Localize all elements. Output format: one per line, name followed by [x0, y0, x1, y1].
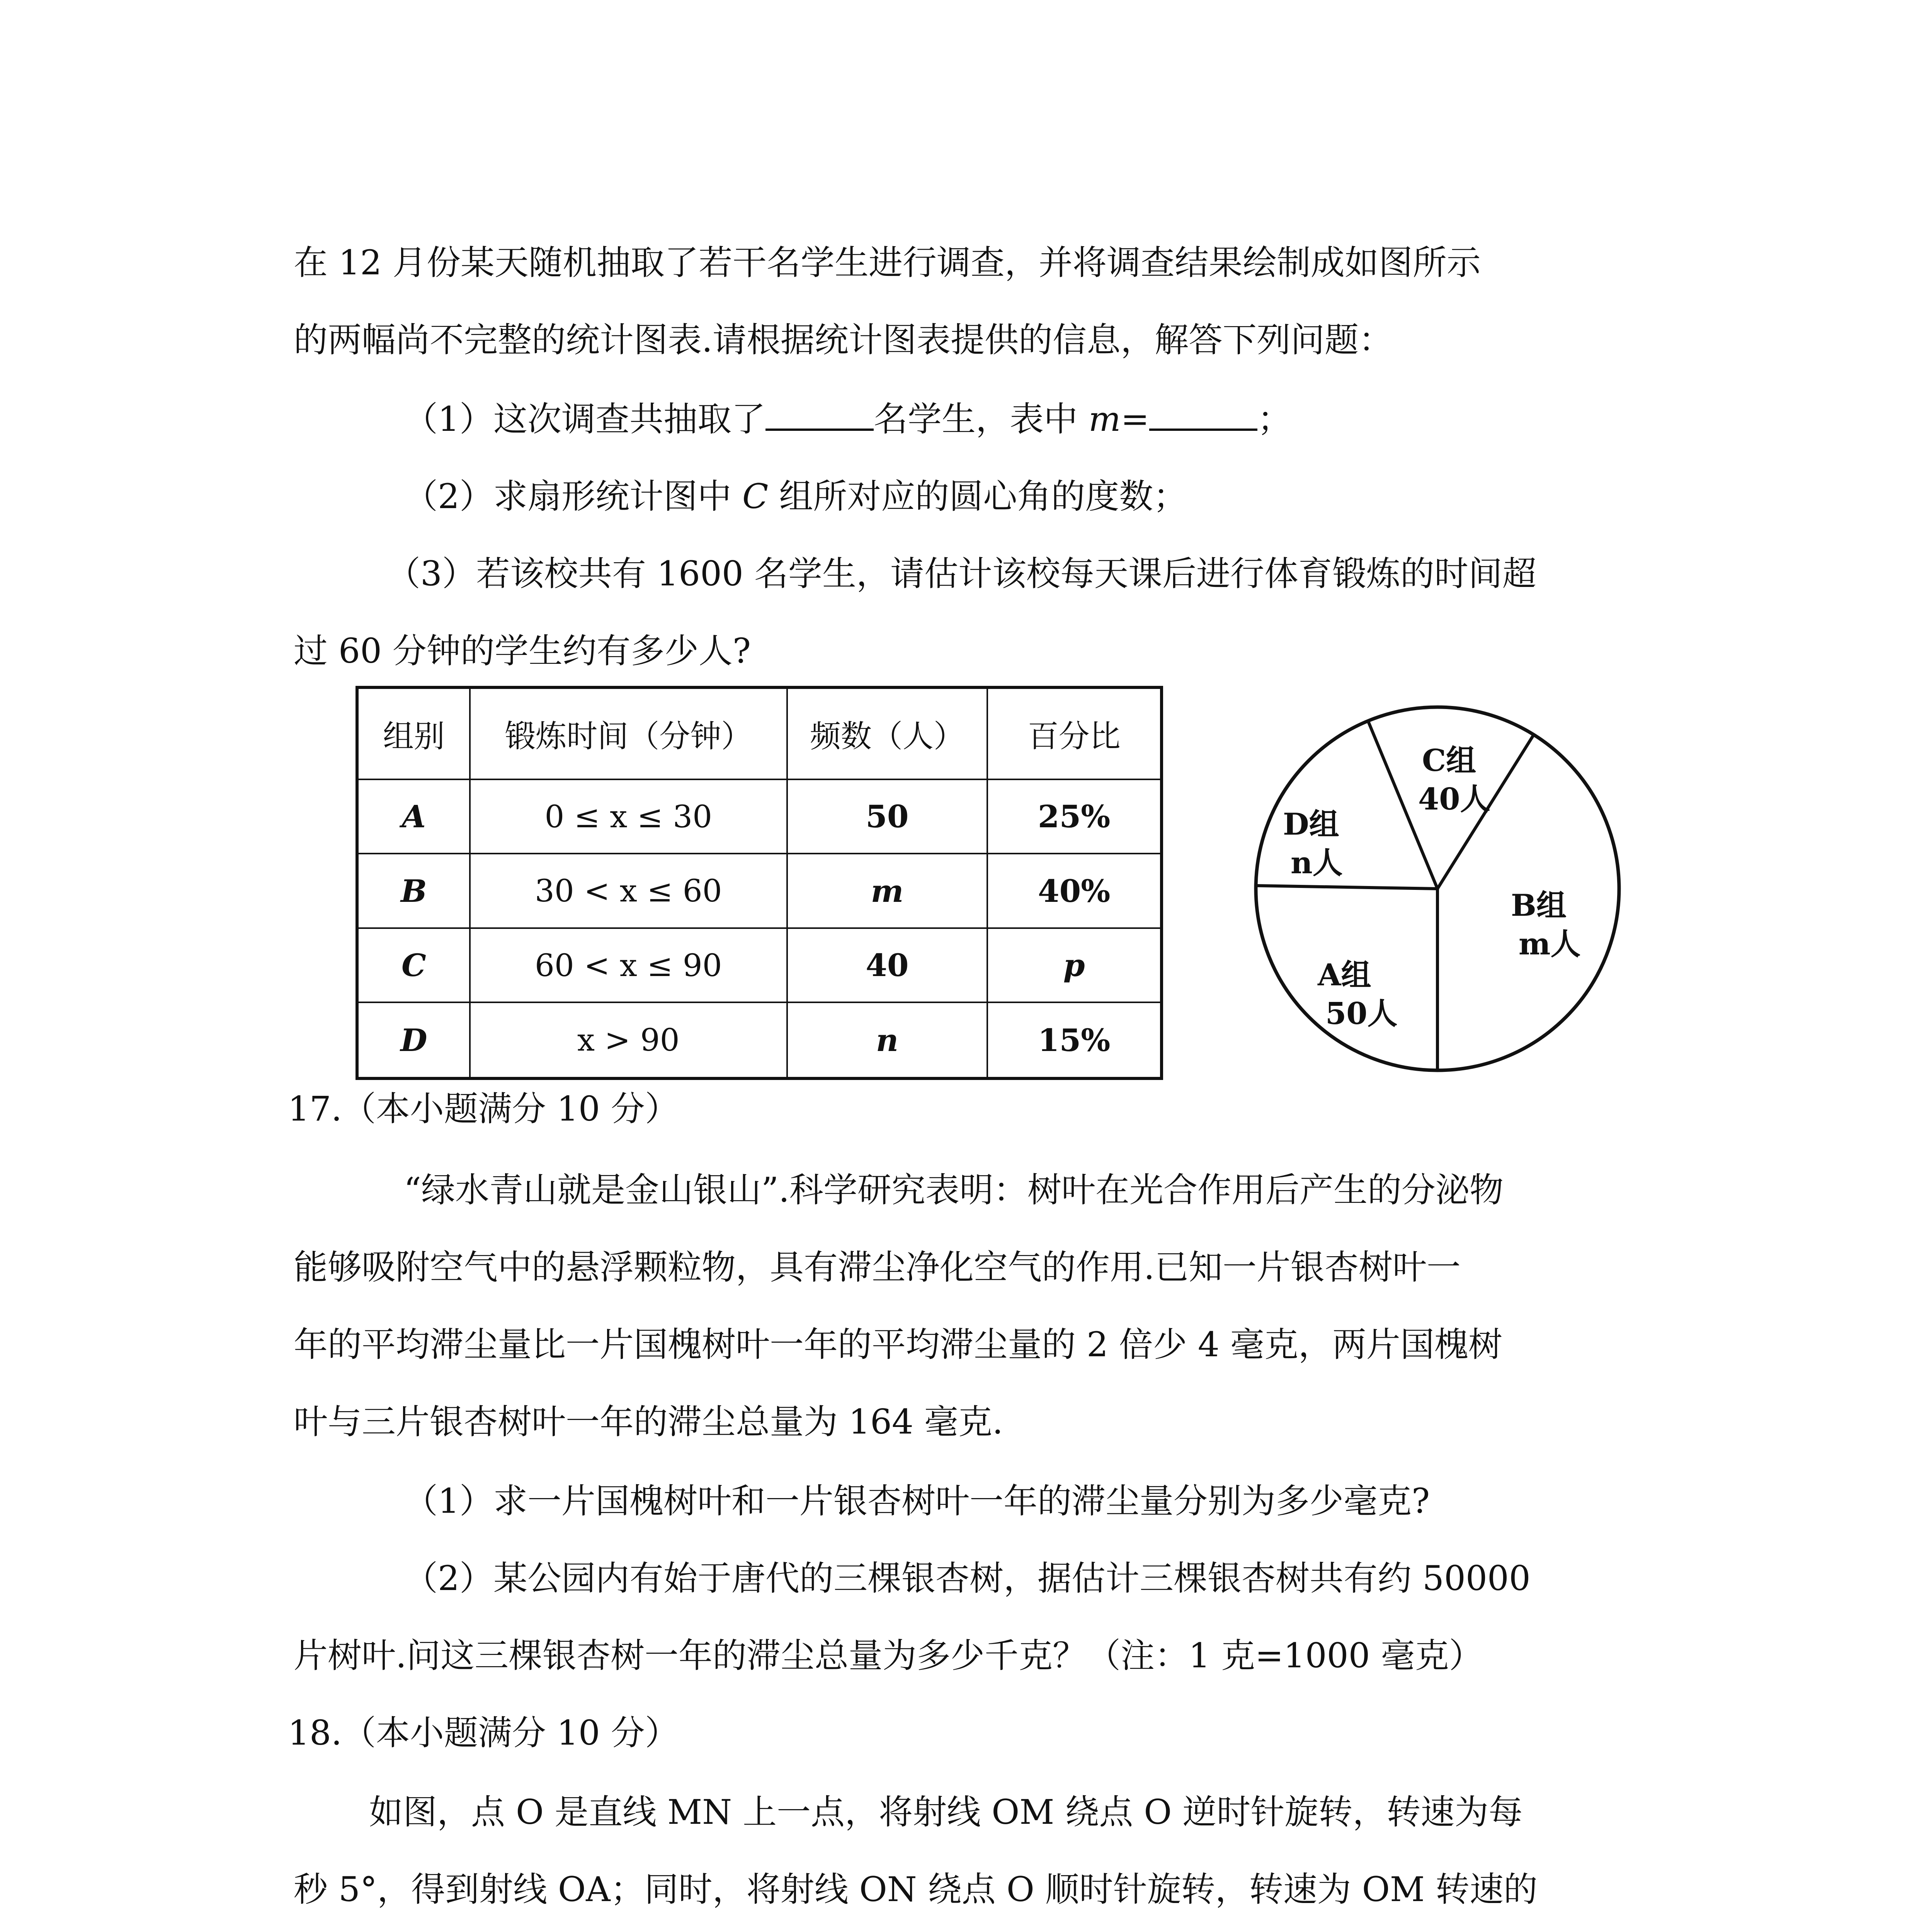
cell-count: 40 [787, 928, 987, 1003]
problem16-intro-line1: 在 12 月份某天随机抽取了若干名学生进行调查，并将调查结果绘制成如图所示 [294, 243, 1481, 282]
cell-percent: p [987, 928, 1162, 1003]
problem17-question1: （1）求一片国槐树叶和一片银杏树叶一年的滞尘量分别为多少毫克? [404, 1481, 1430, 1521]
header-time: 锻炼时间（分钟） [470, 687, 787, 779]
answer-blank-m [1149, 396, 1257, 431]
problem16-question1 [404, 396, 1291, 442]
cell-group: C [357, 928, 470, 1003]
pie-label-b-group: B组 [1511, 888, 1567, 923]
cell-count: 50 [787, 779, 987, 854]
cell-range: x > 90 [470, 1002, 787, 1078]
table-row [357, 928, 1162, 1003]
cell-count: n [787, 1002, 987, 1078]
problem16-question3-line2: 过 60 分钟的学生约有多少人? [294, 631, 751, 671]
cell-percent: 15% [987, 1002, 1162, 1078]
pie-label-a-value: 50人 [1325, 996, 1398, 1031]
q2-text-b: 组所对应的圆心角的度数； [768, 476, 1187, 516]
problem18-line2: 秒 5°，得到射线 OA；同时，将射线 ON 绕点 O 顺时针旋转，转速为 OM 转速的 [294, 1869, 1538, 1909]
pie-label-c-value: 40人 [1418, 782, 1490, 817]
problem17-question2-line1: （2）某公园内有始于唐代的三棵银杏树，据估计三棵银杏树共有约 50000 [404, 1558, 1531, 1598]
q1-text-c: = [1121, 399, 1150, 439]
cell-range: 0 ≤ x ≤ 30 [470, 779, 787, 854]
q2-var-c: C [742, 476, 769, 516]
table-row [357, 1002, 1162, 1078]
pie-label-c-group: C组 [1422, 743, 1476, 778]
cell-count: m [787, 854, 987, 928]
pie-label-b-value: m人 [1519, 927, 1581, 962]
cell-percent: 40% [987, 854, 1162, 928]
pie-label-d-value: n人 [1291, 845, 1343, 881]
header-count: 频数（人） [787, 687, 987, 779]
table-header-row [357, 687, 1162, 779]
table-row [357, 779, 1162, 854]
cell-range: 30 < x ≤ 60 [470, 854, 787, 928]
cell-group: B [357, 854, 470, 928]
problem17-heading: 17.（本小题满分 10 分） [288, 1089, 679, 1129]
problem18-line1: 如图，点 O 是直线 MN 上一点，将射线 OM 绕点 O 逆时针旋转，转速为每 [369, 1792, 1523, 1832]
table-row [357, 854, 1162, 928]
problem17-line4: 叶与三片银杏树叶一年的滞尘总量为 164 毫克. [294, 1402, 1003, 1442]
problem16-question3-line1: （3）若该校共有 1600 名学生，请估计该校每天课后进行体育锻炼的时间超 [386, 554, 1536, 594]
q1-text-b: 名学生，表中 [874, 399, 1089, 439]
cell-percent: 25% [987, 779, 1162, 854]
cell-group: D [357, 1002, 470, 1078]
header-percent: 百分比 [987, 687, 1162, 779]
problem17-line3: 年的平均滞尘量比一片国槐树叶一年的平均滞尘量的 2 倍少 4 毫克，两片国槐树 [294, 1325, 1502, 1364]
problem17-line1: “绿水青山就是金山银山”.科学研究表明：树叶在光合作用后产生的分泌物 [404, 1170, 1504, 1210]
problem17-question2-line2: 片树叶.问这三棵银杏树一年的滞尘总量为多少千克？（注：1 克=1000 毫克） [294, 1636, 1483, 1675]
pie-label-a-group: A组 [1318, 957, 1371, 993]
header-group: 组别 [357, 687, 470, 779]
pie-chart [1237, 684, 1642, 1094]
answer-blank-total [765, 396, 874, 431]
problem17-line2: 能够吸附空气中的悬浮颗粒物，具有滞尘净化空气的作用.已知一片银杏树叶一 [294, 1247, 1461, 1287]
q1-var-m: m [1088, 399, 1121, 439]
cell-range: 60 < x ≤ 90 [470, 928, 787, 1003]
frequency-table [356, 686, 1163, 1080]
q1-text-a: （1）这次调查共抽取了 [404, 399, 765, 439]
problem16-question2 [404, 473, 1187, 520]
pie-label-d-group: D组 [1283, 807, 1339, 842]
q1-text-d: ； [1257, 399, 1292, 439]
problem18-heading: 18.（本小题满分 10 分） [288, 1713, 679, 1753]
cell-group: A [357, 779, 470, 854]
q2-text-a: （2）求扇形统计图中 [404, 476, 742, 516]
problem16-intro-line2: 的两幅尚不完整的统计图表.请根据统计图表提供的信息，解答下列问题： [294, 320, 1393, 360]
pie-divider-d-a [1256, 886, 1437, 889]
